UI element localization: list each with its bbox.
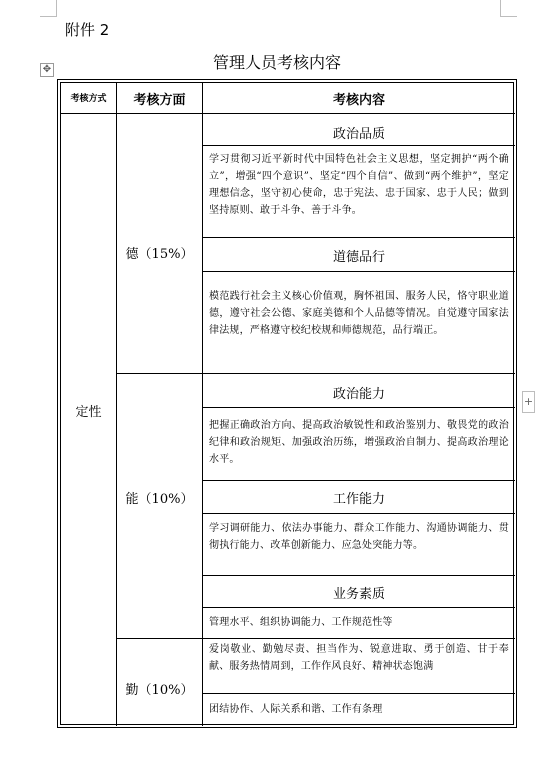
attachment-label: 附件 2	[65, 21, 110, 39]
item-text-moral-character: 模范践行社会主义核心价值观，胸怀祖国、服务人民，恪守职业道德，遵守社会公德、家庭美德和个人品德等情况。自觉遵守国家法律法规，严格遵守校纪校规和师德规范，品行端正。	[209, 291, 509, 336]
row-divider	[116, 373, 515, 374]
table-body	[60, 82, 514, 725]
item-title-professional-quality: 业务素质	[332, 587, 385, 602]
item-title-moral-character: 道德品行	[332, 250, 385, 265]
item-text-political-ability: 把握正确政治方向、提高政治敏锐性和政治鉴别力、敬畏党的政治纪律和政治规矩、加强政治历练，增强政治自制力、提高政治理论水平。	[209, 420, 509, 465]
document-title: 管理人员考核内容	[212, 53, 341, 72]
row-divider	[202, 271, 515, 272]
group-ability: 能（10%）	[125, 492, 194, 507]
move-arrows-icon[interactable]: ✥	[40, 63, 54, 77]
header-method: 考核方式	[70, 94, 107, 104]
header-content: 考核内容	[332, 93, 385, 108]
item-text-diligence-2: 团结协作、人际关系和谐、工作有条理	[209, 704, 383, 715]
plus-icon[interactable]: +	[522, 391, 535, 413]
item-text-professional-quality: 管理水平、组织协调能力、工作规范性等	[209, 617, 393, 628]
assessment-table	[57, 79, 517, 728]
row-divider	[202, 513, 515, 514]
item-title-political-ability: 政治能力	[332, 387, 385, 402]
column-divider	[116, 83, 117, 726]
item-text-political-quality: 学习贯彻习近平新时代中国特色社会主义思想，坚定拥护“两个确立”，增强“四个意识”、坚定“四个自信”、做到“两个维护”，坚定理想信念，坚守初心使命，忠于宪法、忠于国家、忠于人民；做到坚持原则、敢于斗争、善于斗争。	[209, 154, 509, 216]
column-divider	[202, 83, 203, 726]
row-divider	[202, 575, 515, 576]
item-title-work-ability: 工作能力	[332, 492, 385, 507]
row-divider	[202, 407, 515, 408]
group-morality: 德（15%）	[125, 247, 194, 262]
method-qualitative: 定性	[75, 405, 102, 420]
row-divider	[202, 237, 515, 238]
row-divider	[61, 113, 515, 114]
row-divider	[116, 638, 515, 639]
row-divider	[202, 693, 515, 694]
item-text-work-ability: 学习调研能力、依法办事能力、群众工作能力、沟通协调能力、贯彻执行能力、改革创新能力、应急处突能力等。	[209, 523, 509, 551]
margin-corner-top-left	[40, 0, 57, 17]
row-divider	[202, 145, 515, 146]
margin-corner-top-right	[500, 0, 517, 17]
item-text-diligence-1: 爱岗敬业、勤勉尽责、担当作为、锐意进取、勇于创造、甘于奉献、服务热情周到，工作作风良好、精神状态饱满	[209, 644, 509, 672]
header-aspect: 考核方面	[133, 93, 186, 108]
row-divider	[202, 607, 515, 608]
row-divider	[202, 480, 515, 481]
item-title-political-quality: 政治品质	[332, 127, 385, 142]
group-diligence: 勤（10%）	[125, 683, 194, 698]
